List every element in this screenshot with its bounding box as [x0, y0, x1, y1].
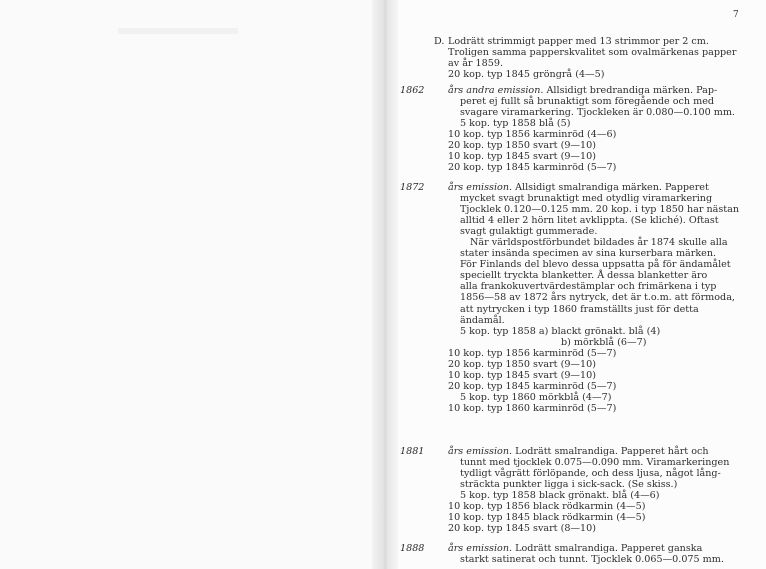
stamp-item: 5 kop. typ 1858 blå (5) [460, 118, 571, 130]
heading-line [448, 543, 748, 554]
stamp-item: 5 kop. typ 1860 mörkblå (4—7) [460, 391, 612, 403]
text-line: 1856—58 av 1872 års nytryck, det är t.o.m. att förmoda, [460, 292, 735, 304]
text-line: av år 1859. [448, 58, 504, 70]
text-line: alla frankokuvertvärdestämplar och frimärkena i typ [460, 281, 717, 293]
section-year: 1881 [400, 446, 425, 457]
text-line: starkt satinerat och tunnt. Tjocklek 0.065—0.075 mm. [460, 554, 724, 566]
stamp-item: 20 kop. typ 1845 svart (8—10) [448, 523, 596, 535]
text-line: svagt gulaktigt gummerade. [460, 226, 598, 238]
section-1881 [400, 446, 748, 535]
stamp-item: 5 kop. typ 1858 a) blackt grönakt. blå (4) [460, 325, 661, 337]
section-1862 [400, 85, 748, 174]
text-line: stater insända specimen av sina kurserbara märken. [460, 248, 717, 260]
text-line: att nytrycken i typ 1860 framställts just för detta [460, 303, 699, 315]
text-line: När världspostförbundet bildades år 1874 skulle alla [470, 237, 728, 249]
section-1888 [400, 543, 748, 566]
text-line: tunnt med tjocklek 0.075—0.090 mm. Viramarkeringen [460, 457, 730, 469]
section-heading: års emission. [448, 543, 513, 554]
section-year: 1862 [400, 85, 425, 96]
stamp-item: 20 kop. typ 1850 svart (9—10) [448, 358, 596, 370]
text-line: Troligen samma papperskvalitet som ovalmärkenas papper [448, 47, 737, 59]
stamp-item: 20 kop. typ 1845 karminröd (5—7) [448, 380, 617, 392]
stamp-item: 5 kop. typ 1858 black grönakt. blå (4—6) [460, 490, 660, 502]
text-line: Lodrätt strimmigt papper med 13 strimmor per 2 cm. [448, 36, 709, 47]
stamp-item: 10 kop. typ 1845 black rödkarmin (4—5) [448, 512, 646, 524]
stamp-item: 10 kop. typ 1856 black rödkarmin (4—5) [448, 501, 646, 513]
text-line: Allsidigt smalrandiga märken. Papperet [515, 182, 709, 193]
text-line: speciellt tryckta blanketter. Å dessa blanketter äro [460, 270, 708, 282]
section-heading: års emission. [448, 446, 513, 457]
text-line: tydligt vågrätt förlöpande, och dess ljusa, något lång- [460, 468, 721, 480]
section-d [434, 36, 748, 81]
stamp-item: 20 kop. typ 1845 karminröd (5—7) [448, 162, 617, 174]
stamp-item: 20 kop. typ 1850 svart (9—10) [448, 140, 596, 152]
text-line: ändamål. [460, 314, 505, 326]
book-gutter [372, 0, 398, 569]
right-page [398, 0, 766, 569]
section-heading: års andra emission. [448, 85, 544, 96]
text-line: sträckta punkter ligga i sick-sack. (Se skiss.) [460, 479, 678, 491]
section-year: 1872 [400, 182, 425, 193]
text-line: Lodrätt smalrandiga. Papperet ganska [515, 543, 703, 554]
section-label: D. [434, 36, 445, 47]
text-line: Lodrätt smalrandiga. Papperet hårt och [515, 446, 709, 457]
text-line: Tjocklek 0.120—0.125 mm. 20 kop. i typ 1850 har nästan [460, 204, 740, 216]
text-line: peret ej fullt så brunaktigt som föregående och med [460, 96, 715, 108]
heading-line [448, 85, 748, 96]
stamp-item: 20 kop. typ 1845 gröngrå (4—5) [448, 69, 605, 81]
bleed-through-mark [118, 28, 238, 34]
page-number: 7 [733, 10, 739, 20]
section-1872 [400, 182, 748, 414]
stamp-item: 10 kop. typ 1845 svart (9—10) [448, 151, 596, 163]
text-line: För Finlands del blevo dessa uppsatta på för ändamålet [460, 259, 731, 271]
text-line: Allsidigt bredrandiga märken. Pap- [546, 85, 718, 96]
heading-line [448, 182, 748, 193]
stamp-item: 10 kop. typ 1856 karminröd (4—6) [448, 129, 617, 141]
section-year: 1888 [400, 543, 425, 554]
stamp-item: 10 kop. typ 1856 karminröd (5—7) [448, 347, 617, 359]
stamp-item: 10 kop. typ 1860 karminröd (5—7) [448, 402, 617, 414]
stamp-item: 10 kop. typ 1845 svart (9—10) [448, 369, 596, 381]
heading-line [448, 446, 748, 457]
text-line: mycket svagt brunaktigt med otydlig viramarkering [460, 193, 713, 205]
stamp-item-sub: b) mörkblå (6—7) [561, 336, 647, 348]
section-heading: års emission. [448, 182, 513, 193]
text-line: alltid 4 eller 2 hörn litet avklippta. (Se kliché). Oftast [460, 215, 719, 227]
text-line: svagare viramarkering. Tjockleken är 0.080—0.100 mm. [460, 107, 735, 119]
